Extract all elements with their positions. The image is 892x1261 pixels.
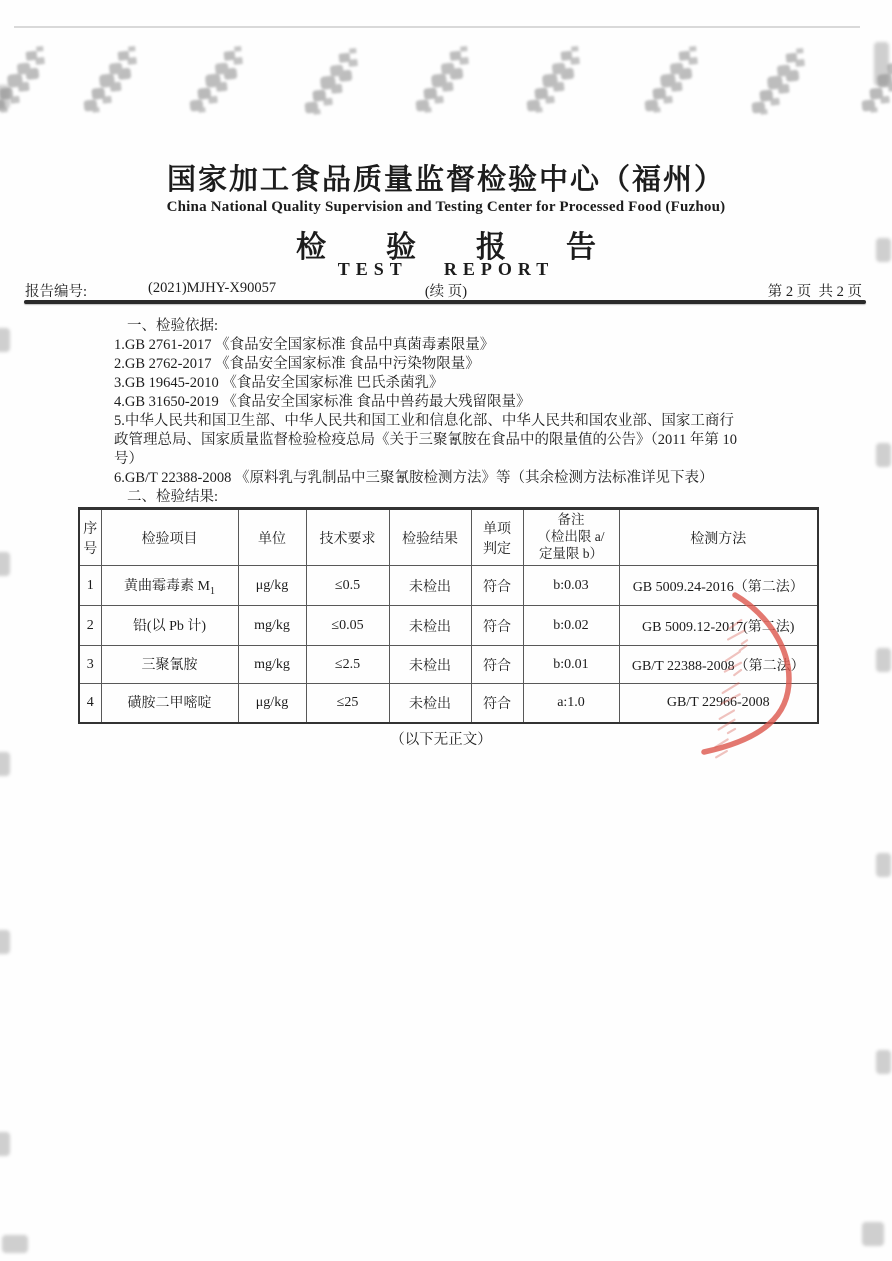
cell-no: 2 <box>79 606 101 646</box>
basis-item-continuation: 政管理总局、国家质量监督检验检疫总局《关于三聚氰胺在食品中的限量值的公告》（2011 年第 10 <box>114 432 737 448</box>
cell-remark: b:0.02 <box>523 606 619 646</box>
cell-method: GB 5009.24-2016（第二法） <box>619 566 818 606</box>
report-title-en: TEST REPORT <box>337 259 555 279</box>
red-seal-stamp <box>652 582 827 777</box>
header-divider-rule <box>24 300 866 304</box>
col-header-result: 检验结果 <box>389 509 471 566</box>
basis-item: 5.中华人民共和国卫生部、中华人民共和国工业和信息化部、中华人民共和国农业部、国家工商行 <box>114 413 734 429</box>
cell-judgment: 符合 <box>471 606 523 646</box>
cell-unit: mg/kg <box>238 606 306 646</box>
cell-no: 3 <box>79 646 101 684</box>
scan-smudge <box>415 99 429 111</box>
cell-judgment: 符合 <box>471 684 523 723</box>
cell-remark: b:0.01 <box>523 646 619 684</box>
basis-item: 4.GB 31650-2019 《食品安全国家标准 食品中兽药最大残留限量》 <box>114 394 531 410</box>
report-info-row <box>0 280 892 300</box>
cell-result: 未检出 <box>389 646 471 684</box>
scan-edge-mark <box>874 42 889 86</box>
cell-requirement: ≤0.5 <box>306 566 389 606</box>
cell-method: GB 5009.12-2017(第二法) <box>619 606 818 646</box>
scan-edge-mark <box>2 1235 28 1253</box>
scan-edge-mark <box>876 443 891 467</box>
scan-edge-mark <box>876 1050 891 1074</box>
scan-smudge <box>83 99 97 111</box>
table-header-row <box>79 509 818 566</box>
scan-edge-mark <box>876 648 891 672</box>
scan-edge-mark <box>0 85 10 109</box>
report-no-value: (2021)MJHY-X90057 <box>148 280 277 296</box>
org-name-cn: 国家加工食品质量监督检验中心（福州） <box>166 164 725 196</box>
scan-edge-mark <box>0 930 10 954</box>
cell-item: 三聚氰胺 <box>101 646 238 684</box>
scan-smudge <box>526 99 540 111</box>
col-header-requirement: 技术要求 <box>306 509 389 566</box>
cell-no: 1 <box>79 566 101 606</box>
basis-item-continuation: 号） <box>114 451 143 467</box>
scan-edge-mark <box>0 752 10 776</box>
cell-item: 铅(以 Pb 计) <box>101 606 238 646</box>
cell-remark: a:1.0 <box>523 684 619 723</box>
col-header-item: 检验项目 <box>101 509 238 566</box>
cell-result: 未检出 <box>389 566 471 606</box>
basis-item: 6.GB/T 22388-2008 《原料乳与乳制品中三聚氰胺检测方法》等（其余检测方法标准详见下表） <box>114 470 714 486</box>
cell-judgment: 符合 <box>471 646 523 684</box>
cell-method: GB/T 22966-2008 <box>619 684 818 723</box>
page-number: 第 2 页 共 2 页 <box>767 284 862 300</box>
report-no-label: 报告编号: <box>25 284 88 300</box>
seal-text-remnants <box>682 620 776 757</box>
scan-smudge <box>304 101 318 113</box>
cell-unit: mg/kg <box>238 646 306 684</box>
col-header-unit: 单位 <box>238 509 306 566</box>
scan-smudge <box>644 99 658 111</box>
cell-item: 黄曲霉毒素 $M_1$ <box>101 566 238 606</box>
cell-item: 磺胺二甲嘧啶 <box>101 684 238 723</box>
basis-item: 2.GB 2762-2017 《食品安全国家标准 食品中污染物限量》 <box>114 356 480 372</box>
scan-edge-mark <box>0 328 10 352</box>
col-header-remark: 备注 （检出限 a/ 定量限 b） <box>523 509 619 566</box>
col-header-seq: 序 号 <box>79 509 101 566</box>
cell-unit: μg/kg <box>238 684 306 723</box>
continued-page-note: (续 页) <box>424 284 468 300</box>
org-name-en: China National Quality Supervision and Testing Center for Processed Food (Fuzhou) <box>166 199 726 215</box>
cell-no: 4 <box>79 684 101 723</box>
basis-item: 1.GB 2761-2017 《食品安全国家标准 食品中真菌毒素限量》 <box>114 337 495 353</box>
scan-edge-mark <box>0 1132 10 1156</box>
no-more-text-note: （以下无正文） <box>390 732 492 748</box>
test-basis-section <box>112 317 812 507</box>
results-heading: 二、检验结果: <box>127 489 219 505</box>
col-header-judgment: 单项 判定 <box>471 509 523 566</box>
scan-smudge <box>189 99 203 111</box>
report-title-cn: 检验报告 <box>296 231 656 264</box>
scan-edge-mark <box>876 853 891 877</box>
scan-line-artifact <box>14 26 860 28</box>
scan-edge-mark <box>862 1222 884 1246</box>
cell-requirement: ≤0.05 <box>306 606 389 646</box>
cell-method: GB/T 22388-2008（第二法） <box>619 646 818 684</box>
scan-smudge <box>751 101 765 113</box>
cell-result: 未检出 <box>389 684 471 723</box>
scan-edge-mark <box>0 552 10 576</box>
cell-judgment: 符合 <box>471 566 523 606</box>
cell-remark: b:0.03 <box>523 566 619 606</box>
col-header-method: 检测方法 <box>619 509 818 566</box>
basis-item: 3.GB 19645-2010 《食品安全国家标准 巴氏杀菌乳》 <box>114 375 444 391</box>
cell-requirement: ≤25 <box>306 684 389 723</box>
cell-unit: μg/kg <box>238 566 306 606</box>
cell-result: 未检出 <box>389 606 471 646</box>
basis-heading: 一、检验依据: <box>127 318 219 334</box>
scan-smudge <box>861 99 875 111</box>
cell-requirement: ≤2.5 <box>306 646 389 684</box>
